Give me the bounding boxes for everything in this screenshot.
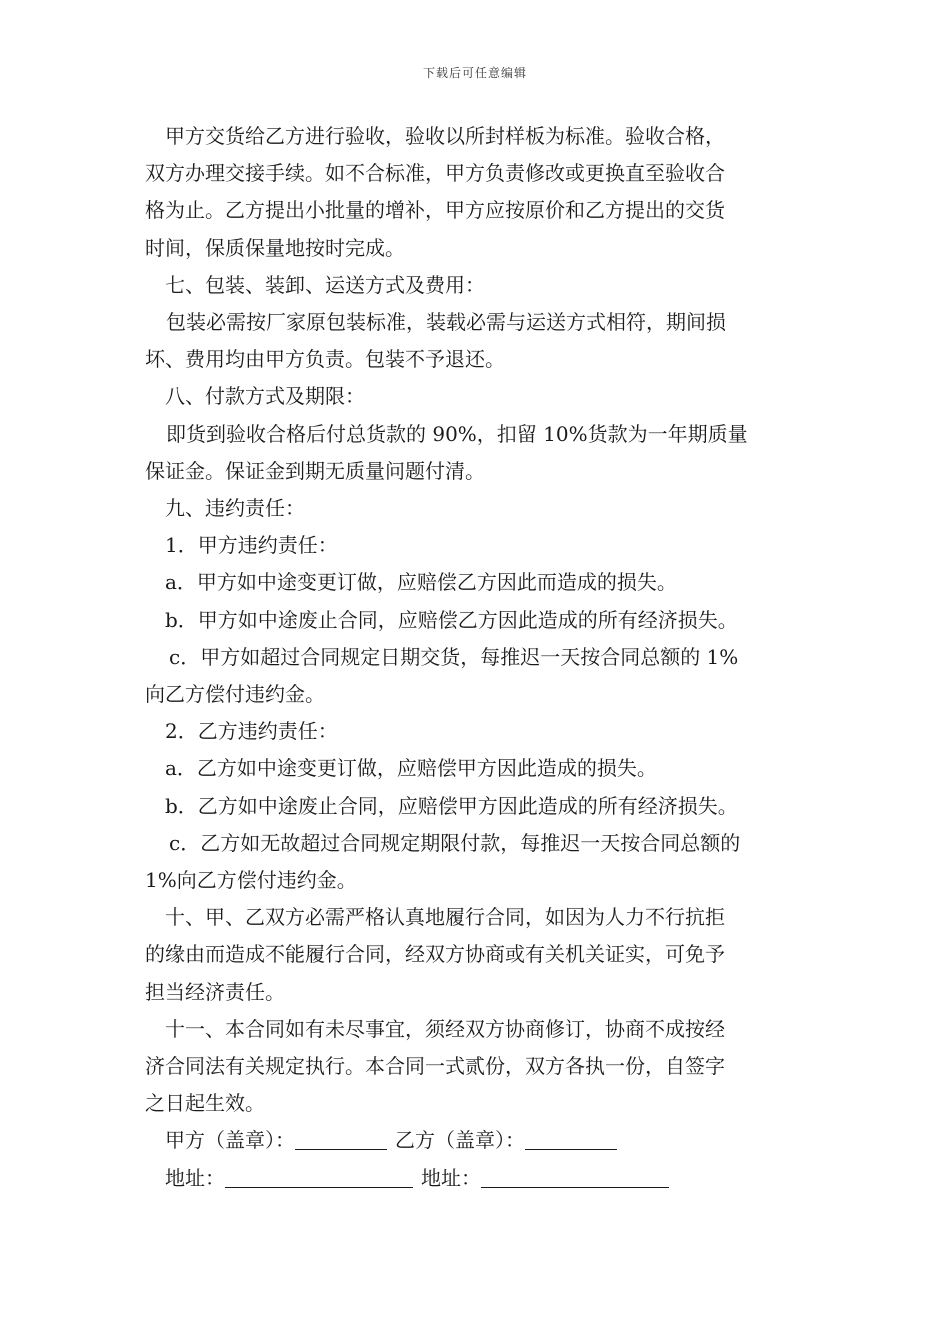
party-a-seal-label: 甲方（盖章）： xyxy=(165,1128,295,1153)
paragraph-line: 即货到验收合格后付总货款的 90%，扣留 10%货款为一年期质量 xyxy=(166,421,748,446)
paragraph-line: 保证金。保证金到期无质量问题付清。 xyxy=(145,458,485,483)
paragraph-line: 之日起生效。 xyxy=(145,1091,265,1116)
list-item: b．甲方如中途废止合同，应赔偿乙方因此造成的所有经济损失。 xyxy=(165,607,738,632)
list-item: a．甲方如中途变更订做，应赔偿乙方因此而造成的损失。 xyxy=(165,570,677,595)
seal-row xyxy=(145,1122,808,1159)
party-b-seal-label: 乙方（盖章）： xyxy=(395,1128,525,1153)
paragraph-line: 时间，保质保量地按时完成。 xyxy=(145,235,405,260)
section-heading: 九、违约责任： xyxy=(165,496,305,521)
section-heading: 八、付款方式及期限： xyxy=(165,384,365,409)
paragraph-line: 向乙方偿付违约金。 xyxy=(145,682,325,707)
list-item: b．乙方如中途废止合同，应赔偿甲方因此造成的所有经济损失。 xyxy=(165,793,738,818)
page-header: 下载后可任意编辑 xyxy=(422,66,527,80)
address-b-blank xyxy=(481,1165,669,1188)
section-heading: 十一、本合同如有未尽事宜，须经双方协商修订，协商不成按经 xyxy=(165,1016,725,1041)
subsection-heading: 1．甲方违约责任： xyxy=(165,533,338,558)
document-body xyxy=(145,118,808,1197)
party-a-seal-blank xyxy=(295,1127,387,1150)
section-heading: 七、包装、装卸、运送方式及费用： xyxy=(165,272,485,297)
paragraph-line: 济合同法有关规定执行。本合同一式贰份，双方各执一份，自签字 xyxy=(145,1054,725,1079)
address-a-label: 地址： xyxy=(165,1165,225,1190)
list-item: c．乙方如无故超过合同规定期限付款，每推迟一天按合同总额的 xyxy=(169,830,741,855)
paragraph-line: 担当经济责任。 xyxy=(145,979,285,1004)
subsection-heading: 2．乙方违约责任： xyxy=(165,719,338,744)
paragraph-line: 格为止。乙方提出小批量的增补，甲方应按原价和乙方提出的交货 xyxy=(145,198,725,223)
paragraph-line: 坏、费用均由甲方负责。包装不予退还。 xyxy=(145,347,505,372)
paragraph-line: 1%向乙方偿付违约金。 xyxy=(145,868,357,893)
list-item: c．甲方如超过合同规定日期交货，每推迟一天按合同总额的 1% xyxy=(169,644,739,669)
paragraph-line: 的缘由而造成不能履行合同，经双方协商或有关机关证实，可免予 xyxy=(145,942,725,967)
paragraph-line: 甲方交货给乙方进行验收，验收以所封样板为标准。验收合格， xyxy=(165,124,725,148)
address-b-label: 地址： xyxy=(421,1165,481,1190)
paragraph-line: 包装必需按厂家原包装标准，装载必需与运送方式相符，期间损 xyxy=(166,310,726,335)
paragraph-line: 双方办理交接手续。如不合标准，甲方负责修改或更换直至验收合 xyxy=(145,161,725,186)
party-b-seal-blank xyxy=(525,1127,617,1150)
address-a-blank xyxy=(225,1165,413,1188)
section-heading: 十、甲、乙双方必需严格认真地履行合同，如因为人力不行抗拒 xyxy=(165,905,725,930)
address-row xyxy=(145,1160,808,1197)
list-item: a．乙方如中途变更订做，应赔偿甲方因此造成的损失。 xyxy=(165,756,657,781)
